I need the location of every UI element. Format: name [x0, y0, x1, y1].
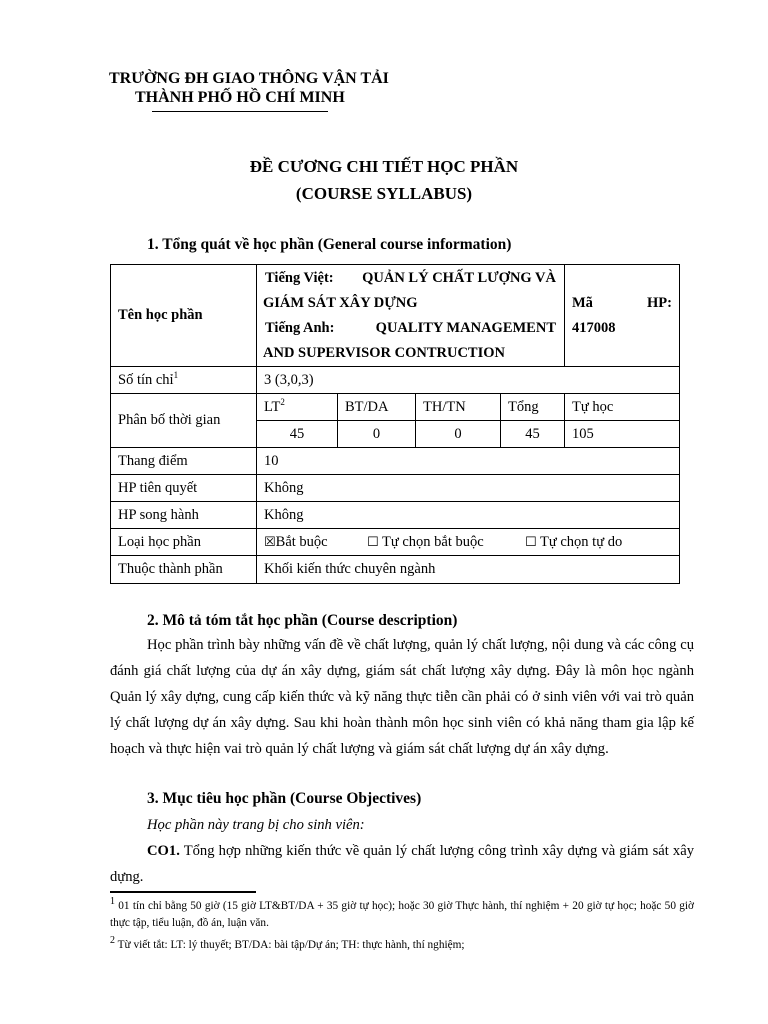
course-type-row [111, 529, 680, 556]
prereq-value: Không [257, 475, 680, 502]
footnote-1-text: 01 tín chỉ bằng 50 giờ (15 giờ LT&BT/DA + 35 giờ tự học); hoặc 30 giờ Thực hành, thí nghiệm + 20 giờ tự học; hoặc 50 giờ thực tập, tiểu luận, đồ án, luận văn. [110, 900, 694, 929]
type-option-elective-free[interactable]: ☐ Tự chọn tự do [525, 533, 623, 550]
course-name-en-line2: AND SUPERVISOR CONTRUCTION [263, 344, 505, 361]
course-description: Học phần trình bày những vấn đề về chất lượng, quản lý chất lượng, nội dung và các công cụ đánh giá chất lượng của dự án xây dựng, giám sát chất lượng xây dựng. Đây là môn học ngành Quản lý xây dựng, cung cấp kiến thức và kỹ năng thực tiễn cần phải có ở sinh viên với vai trò quản lý chất lượng dự án xây dựng. Sau khi hoàn thành môn học sinh viên có khả năng tham gia lập kế hoạch và thực hiện vai trò quản lý chất lượng và giám sát chất lượng dự án xây dựng. [110, 637, 694, 757]
course-name-label: Tên học phần [111, 265, 257, 367]
time-header-btda: BT/DA [338, 394, 416, 421]
footnote-2-text: Từ viết tắt: LT: lý thuyết; BT/DA: bài tập/Dự án; TH: thực hành, thí nghiệm; [117, 939, 465, 951]
time-value-thtn: 0 [416, 421, 501, 448]
time-header-thtn: TH/TN [416, 394, 501, 421]
objectives-intro: Học phần này trang bị cho sinh viên: [147, 817, 365, 833]
course-type-label: Loại học phần [111, 529, 257, 556]
course-code-label-a: Mã [572, 294, 593, 311]
credits-value: 3 (3,0,3) [257, 367, 680, 394]
course-name-row [111, 265, 680, 367]
footnote-2-mark: 2 [110, 935, 115, 947]
time-header-lt: $LT^2$ [257, 394, 338, 421]
checked-checkbox-icon: ☒ [264, 534, 276, 550]
objective-co1-text: Tổng hợp những kiến thức về quản lý chất lượng công trình xây dựng và giám sát xây dựng. [110, 843, 695, 885]
coreq-row [111, 502, 680, 529]
footnote-ref-2: 2 [280, 396, 285, 407]
footnote-1-mark: 1 [110, 896, 115, 908]
footnote-1 [110, 898, 694, 932]
section2-heading: 2. Mô tả tóm tắt học phần (Course description) [147, 612, 458, 629]
course-name-vi-line1: Tiếng Việt: QUẢN LÝ CHẤT LƯỢNG VÀ [265, 269, 556, 286]
course-name-cell [257, 265, 565, 367]
footnote-ref-1: 1 [173, 369, 179, 380]
header-underline [152, 111, 328, 112]
university-name-line1: TRƯỜNG ĐH GIAO THÔNG VẬN TẢI [109, 70, 389, 87]
time-header-tuhoc: Tự học [565, 394, 680, 421]
coreq-value: Không [257, 502, 680, 529]
scale-label: Thang điểm [111, 448, 257, 475]
course-info-table [110, 264, 680, 584]
time-header-tong: Tổng [501, 394, 565, 421]
component-value: Khối kiến thức chuyên ngành [257, 556, 680, 584]
course-code-cell [565, 265, 680, 367]
time-value-lt: 45 [257, 421, 338, 448]
time-label: Phân bố thời gian [111, 394, 257, 448]
objective-co1 [110, 838, 694, 890]
document-title: ĐỀ CƯƠNG CHI TIẾT HỌC PHẦN [249, 157, 519, 176]
unchecked-checkbox-icon: ☐ [525, 534, 537, 550]
prereq-label: HP tiên quyết [111, 475, 257, 502]
coreq-label: HP song hành [111, 502, 257, 529]
document-subtitle: (COURSE SYLLABUS) [295, 184, 473, 203]
prereq-row [111, 475, 680, 502]
type-option-required[interactable]: ☒Bắt buộc [264, 533, 328, 550]
credits-row [111, 367, 680, 394]
course-code-value: 417008 [572, 319, 616, 336]
unchecked-checkbox-icon: ☐ [367, 534, 379, 550]
time-value-tong: 45 [501, 421, 565, 448]
university-name-line2: THÀNH PHỐ HỒ CHÍ MINH [135, 89, 345, 106]
section3-heading: 3. Mục tiêu học phần (Course Objectives) [147, 790, 422, 807]
course-code-label-b: HP: [647, 294, 672, 311]
time-value-tuhoc: 105 [565, 421, 680, 448]
course-name-vi-line2: GIÁM SÁT XÂY DỰNG [263, 294, 418, 311]
time-header-row [111, 394, 680, 421]
type-option-elective-required[interactable]: ☐ Tự chọn bắt buộc [367, 533, 484, 550]
credits-label: Số tín chỉ$^1$ [111, 367, 257, 394]
time-value-btda: 0 [338, 421, 416, 448]
scale-row [111, 448, 680, 475]
objective-co1-label: CO1. [147, 843, 180, 859]
scale-value: 10 [257, 448, 680, 475]
footnote-2 [110, 937, 694, 954]
footnote-separator [110, 891, 256, 893]
component-label: Thuộc thành phần [111, 556, 257, 584]
section1-heading: 1. Tổng quát về học phần (General course information) [147, 236, 512, 253]
component-row [111, 556, 680, 584]
course-type-options [257, 529, 680, 556]
course-name-en-line1: Tiếng Anh: QUALITY MANAGEMENT [265, 319, 556, 336]
